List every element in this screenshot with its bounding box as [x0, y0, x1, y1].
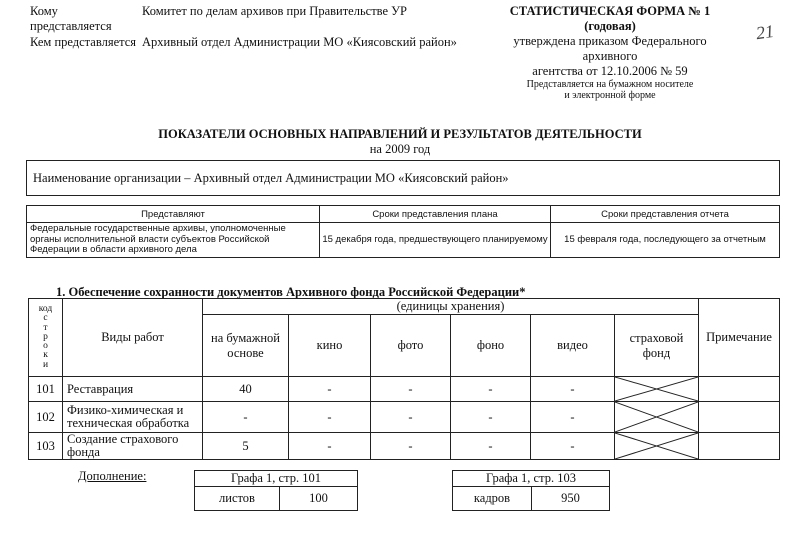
- col-phono: фоно: [451, 315, 531, 377]
- section1-title: 1. Обеспечение сохранности документов Архивного фонда Российской Федерации*: [56, 285, 526, 299]
- col-paper: на бумажной основе: [203, 315, 289, 377]
- code-header-letter: и: [42, 359, 49, 370]
- form-info-block: [490, 4, 730, 101]
- units-header: (единицы хранения): [203, 299, 699, 315]
- value-film: -: [289, 402, 371, 433]
- row-name: Физико-химическая и техническая обработка: [67, 403, 190, 430]
- code-header-letter: код: [38, 304, 53, 315]
- value-video: -: [531, 402, 615, 433]
- schedule-header-report: Сроки представления отчета: [551, 206, 780, 223]
- schedule-plan-deadline: 15 декабря года, предшествующего планируемому: [320, 223, 551, 258]
- schedule-report-deadline: 15 февраля года, последующего за отчетным: [551, 223, 780, 258]
- value-phono: -: [451, 433, 531, 460]
- row-code: 103: [29, 433, 63, 460]
- form-title: СТАТИСТИЧЕСКАЯ ФОРМА № 1: [509, 4, 711, 18]
- row-code: 101: [29, 377, 63, 402]
- table-row: [29, 433, 780, 460]
- code-header: [29, 299, 63, 377]
- from-value: Архивный отдел Администрации МО «Киясовский район»: [142, 35, 457, 49]
- note-header: Примечание: [699, 299, 780, 377]
- submitted-line-2: и электронной форме: [564, 90, 656, 101]
- table-row: [29, 402, 780, 433]
- supplement-box-2-value: 950: [532, 487, 610, 511]
- schedule-header-plan: Сроки представления плана: [320, 206, 551, 223]
- row-name: Создание страхового фонда: [67, 432, 179, 459]
- col-film: кино: [289, 315, 371, 377]
- value-video: -: [531, 377, 615, 402]
- supplement-box-1: [194, 470, 358, 511]
- code-header-letter: т: [43, 322, 48, 333]
- value-phono: -: [451, 377, 531, 402]
- value-photo: -: [371, 433, 451, 460]
- to-label: Кому представляется: [30, 4, 112, 33]
- crossed-out-cell: [615, 402, 699, 433]
- submitted-line-1: Представляется на бумажном носителе: [526, 79, 694, 90]
- year-line: на 2009 год: [369, 142, 431, 156]
- value-video: -: [531, 433, 615, 460]
- code-header-letter: о: [43, 341, 48, 352]
- row-note: [699, 377, 780, 402]
- organization-name: Наименование организации – Архивный отдел Администрации МО «Киясовский район»: [33, 170, 509, 185]
- schedule-header-submitters: Представляют: [27, 206, 320, 223]
- crossed-out-cell: [615, 377, 699, 402]
- page-title: ПОКАЗАТЕЛИ ОСНОВНЫХ НАПРАВЛЕНИЙ И РЕЗУЛЬТАТОВ ДЕЯТЕЛЬНОСТИ: [158, 127, 642, 141]
- row-note: [699, 433, 780, 460]
- from-label: Кем представляется: [30, 35, 137, 49]
- schedule-submitters: Федеральные государственные архивы, уполномоченные органы исполнительной власти субъектов Российской Федерации в области архивного дела: [27, 223, 320, 258]
- supplement-box-1-unit: листов: [195, 487, 280, 511]
- value-paper: -: [203, 402, 289, 433]
- supplement-box-1-title: Графа 1, стр. 101: [195, 471, 358, 487]
- value-paper: 40: [203, 377, 289, 402]
- supplement-box-2: [452, 470, 610, 511]
- code-header-letter: с: [43, 313, 48, 324]
- value-film: -: [289, 433, 371, 460]
- addressee-block: [30, 4, 510, 50]
- supplement-label: Дополнение:: [78, 469, 147, 483]
- value-photo: -: [371, 402, 451, 433]
- row-code: 102: [29, 402, 63, 433]
- approved-line-1: утверждена приказом Федерального архивного: [513, 34, 707, 63]
- value-photo: -: [371, 377, 451, 402]
- form-period: (годовая): [584, 19, 636, 33]
- approved-line-2: агентства от 12.10.2006 № 59: [532, 64, 688, 78]
- code-header-letter: р: [43, 331, 48, 342]
- table-row: [29, 377, 780, 402]
- value-film: -: [289, 377, 371, 402]
- crossed-out-cell: [615, 433, 699, 460]
- col-photo: фото: [371, 315, 451, 377]
- preservation-table: [28, 298, 780, 460]
- row-note: [699, 402, 780, 433]
- col-video: видео: [531, 315, 615, 377]
- col-insurance-fund: страховой фонд: [615, 315, 699, 377]
- supplement-box-2-unit: кадров: [453, 487, 532, 511]
- organization-box: [26, 160, 780, 196]
- row-name: Реставрация: [67, 381, 134, 396]
- to-value: Комитет по делам архивов при Правительстве УР: [142, 4, 407, 18]
- supplement-box-2-title: Графа 1, стр. 103: [453, 471, 610, 487]
- schedule-table: [26, 205, 780, 258]
- supplement-box-1-value: 100: [280, 487, 358, 511]
- work-types-header: Виды работ: [63, 299, 203, 377]
- code-header-letter: к: [43, 350, 48, 361]
- value-phono: -: [451, 402, 531, 433]
- handwritten-number: 21: [754, 20, 776, 44]
- value-paper: 5: [203, 433, 289, 460]
